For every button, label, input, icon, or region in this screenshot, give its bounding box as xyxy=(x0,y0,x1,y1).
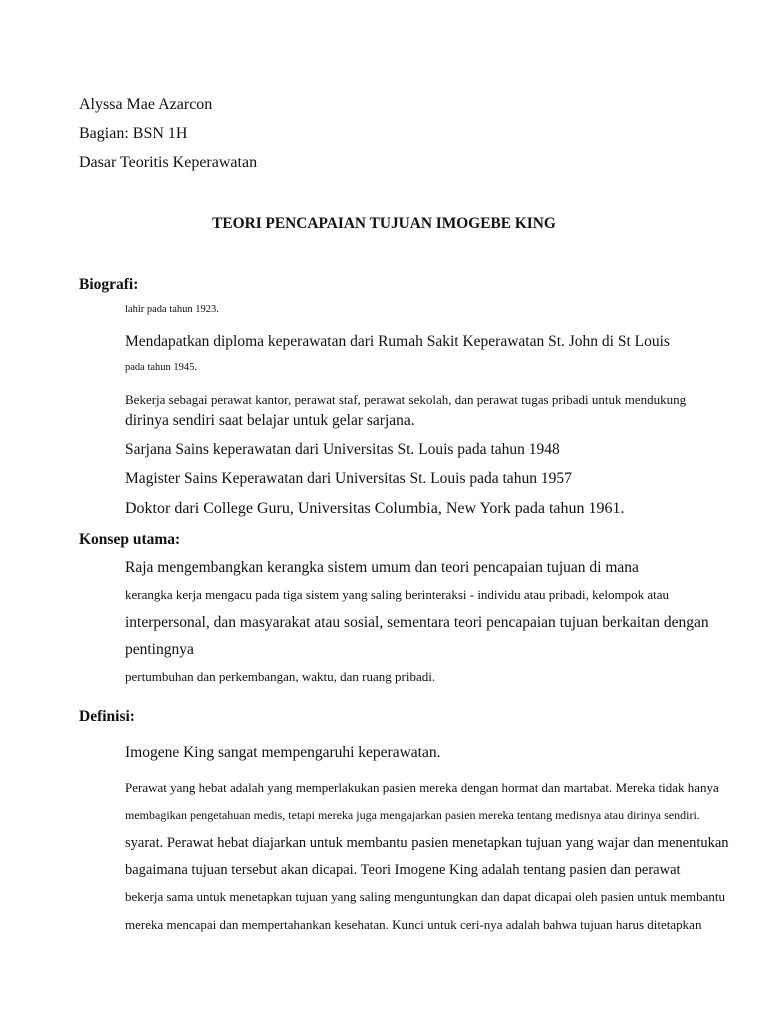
konsep-heading: Konsep utama: xyxy=(79,531,181,548)
biografi-line: Mendapatkan diploma keperawatan dari Rumah Sakit Keperawatan St. John di St Louis xyxy=(125,333,670,350)
biografi-line: dirinya sendiri saat belajar untuk gelar sarjana. xyxy=(125,412,415,429)
definisi-line: syarat. Perawat hebat diajarkan untuk membantu pasien menetapkan tujuan yang wajar dan menentukan xyxy=(125,835,729,851)
konsep-line: Raja mengembangkan kerangka sistem umum dan teori pencapaian tujuan di mana xyxy=(125,559,639,576)
biografi-line: pada tahun 1945. xyxy=(125,362,198,373)
biografi-line: Bekerja sebagai perawat kantor, perawat staf, perawat sekolah, dan perawat tugas pribadi untuk mendukung xyxy=(125,392,687,407)
definisi-line: Imogene King sangat mempengaruhi keperawatan. xyxy=(125,744,441,761)
konsep-line: pentingnya xyxy=(125,641,194,658)
biografi-line: Sarjana Sains keperawatan dari Universitas St. Louis pada tahun 1948 xyxy=(125,441,560,458)
definisi-line: membagikan pengetahuan medis, tetapi mereka juga mengajarkan pasien mereka tentang medisnya atau dirinya sendiri. xyxy=(125,808,700,822)
definisi-line: Perawat yang hebat adalah yang memperlakukan pasien mereka dengan hormat dan martabat. Mereka tidak hanya xyxy=(125,780,719,795)
konsep-line: kerangka kerja mengacu pada tiga sistem yang saling berinteraksi - individu atau pribadi, kelompok atau xyxy=(125,587,670,602)
konsep-line: interpersonal, dan masyarakat atau sosial, sementara teori pencapaian tujuan berkaitan dengan xyxy=(125,614,709,631)
biografi-heading: Biografi: xyxy=(79,276,139,293)
definisi-line: bekerja sama untuk menetapkan tujuan yang saling menguntungkan dan dapat dicapai oleh pasien untuk membantu xyxy=(125,889,725,904)
biografi-line: lahir pada tahun 1923. xyxy=(125,304,219,315)
biografi-line: Doktor dari College Guru, Universitas Columbia, New York pada tahun 1961. xyxy=(125,500,625,517)
definisi-line: bagaimana tujuan tersebut akan dicapai. Teori Imogene King adalah tentang pasien dan perawat xyxy=(125,862,681,878)
author-name: Alyssa Mae Azarcon xyxy=(79,96,213,113)
biografi-line: Magister Sains Keperawatan dari Universitas St. Louis pada tahun 1957 xyxy=(125,470,572,487)
definisi-heading: Definisi: xyxy=(79,708,135,725)
document-title: TEORI PENCAPAIAN TUJUAN IMOGEBE KING xyxy=(212,215,556,232)
definisi-line: mereka mencapai dan mempertahankan kesehatan. Kunci untuk ceri-nya adalah bahwa tujuan harus ditetapkan xyxy=(125,917,702,932)
class-section: Bagian: BSN 1H xyxy=(79,125,188,142)
course-name: Dasar Teoritis Keperawatan xyxy=(79,154,258,171)
konsep-line: pertumbuhan dan perkembangan, waktu, dan ruang pribadi. xyxy=(125,669,436,684)
